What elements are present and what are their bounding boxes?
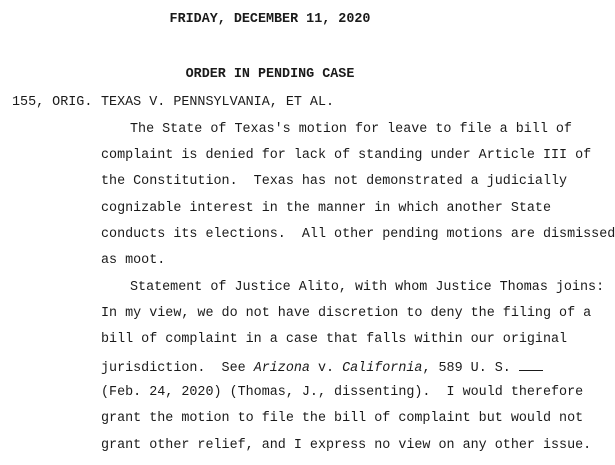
order-line: The State of Texas's motion for leave to file a bill of xyxy=(130,122,572,137)
statement-text: , 589 U. S. xyxy=(422,361,519,376)
section-title: ORDER IN PENDING CASE xyxy=(185,67,355,82)
case-name-arizona: Arizona xyxy=(253,361,310,376)
statement-line: In my view, we do not have discretion to deny the filing of a xyxy=(101,306,592,321)
case-number: 155, ORIG. xyxy=(12,95,93,110)
order-line: conducts its elections. All other pending motions are dismissed xyxy=(101,227,615,242)
order-line: complaint is denied for lack of standing under Article III of xyxy=(101,148,592,163)
statement-text: v. xyxy=(309,361,343,376)
order-line: the Constitution. Texas has not demonstrated a judicially xyxy=(101,174,568,189)
order-date-heading: FRIDAY, DECEMBER 11, 2020 xyxy=(169,12,371,27)
statement-text: jurisdiction. See xyxy=(101,361,254,376)
statement-line: (Feb. 24, 2020) (Thomas, J., dissenting). I would therefore xyxy=(101,385,584,400)
page-number-blank xyxy=(519,359,543,371)
statement-line: grant the motion to file the bill of complaint but would not xyxy=(101,411,584,426)
statement-citation-line xyxy=(101,359,543,377)
case-caption: TEXAS V. PENNSYLVANIA, ET AL. xyxy=(101,95,335,110)
statement-line: bill of complaint in a case that falls within our original xyxy=(101,332,568,347)
statement-line: grant other relief, and I express no view on any other issue. xyxy=(101,438,592,453)
case-name-california: California xyxy=(342,361,423,376)
statement-line: Statement of Justice Alito, with whom Justice Thomas joins: xyxy=(130,280,605,295)
order-line: cognizable interest in the manner in which another State xyxy=(101,201,551,216)
order-line: as moot. xyxy=(101,253,166,268)
